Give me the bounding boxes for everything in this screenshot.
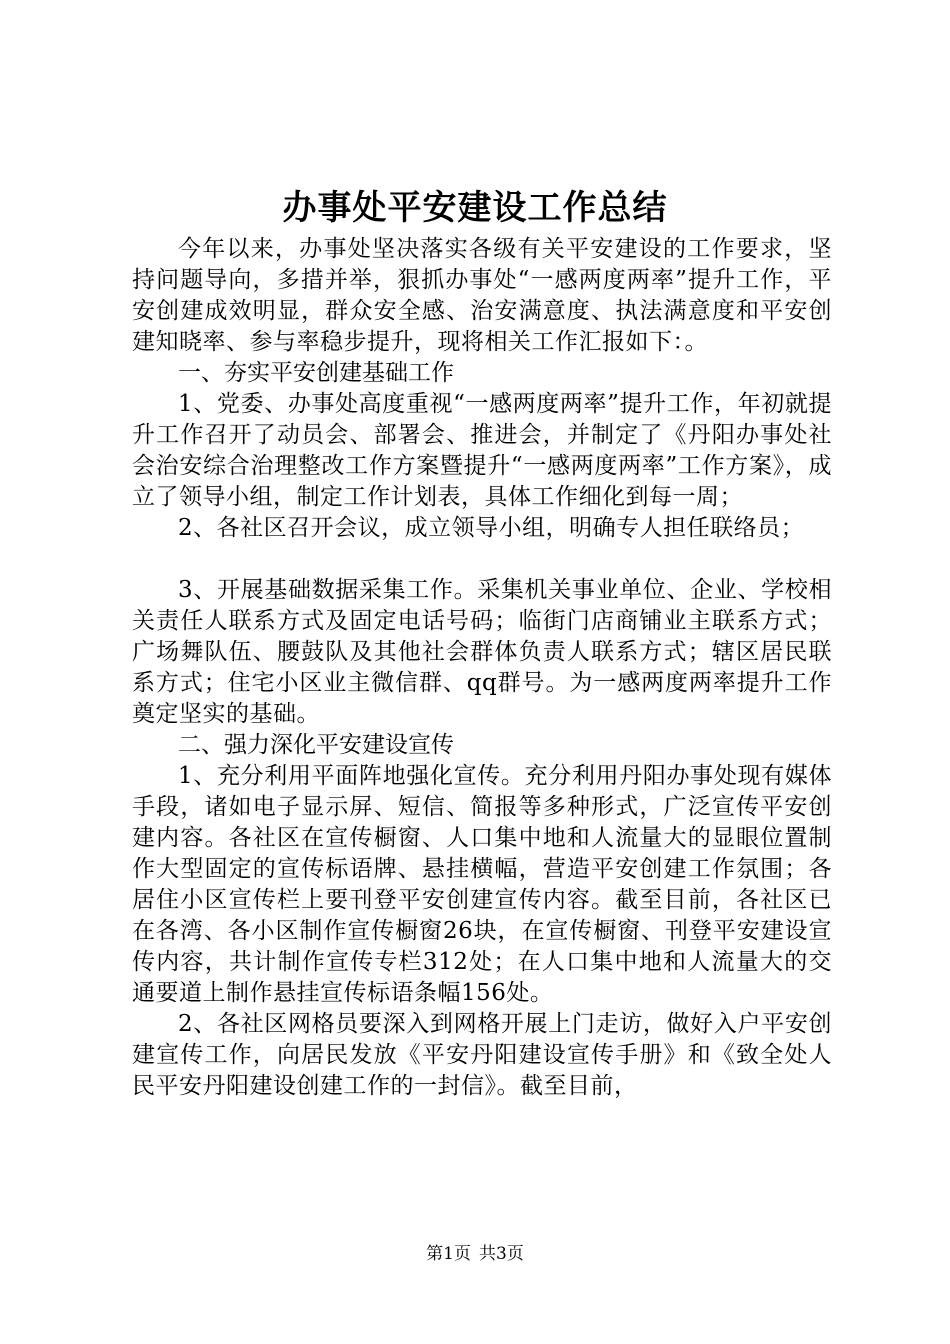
section-heading-1: 一、夯实平安创建基础工作 bbox=[178, 360, 454, 386]
document-body bbox=[132, 234, 832, 1102]
page-footer bbox=[0, 1242, 950, 1266]
section-2-item-2: 2、各社区网格员要深入到网格开展上门走访，做好入户平安创建宣传工作，向居民发放《平安丹阳建设宣传手册》和《致全处人民平安丹阳建设创建工作的一封信》。截至目前， bbox=[132, 1011, 832, 1099]
page-total: 共3页 bbox=[479, 1244, 524, 1264]
section-2-item-1: 1、充分利用平面阵地强化宣传。充分利用丹阳办事处现有媒体手段，诸如电子显示屏、短信、简报等多种形式，广泛宣传平安创建内容。各社区在宣传橱窗、人口集中地和人流量大的显眼位置制作大型固定的宣传标语牌、悬挂横幅，营造平安创建工作氛围；各居住小区宣传栏上要刊登平安创建宣传内容。截至目前，各社区已在各湾、各小区制作宣传橱窗26块，在宣传橱窗、刊登平安建设宣传内容，共计制作宣传专栏312处；在人口集中地和人流量大的交通要道上制作悬挂宣传标语条幅156处。 bbox=[132, 763, 832, 1006]
document-title: 办事处平安建设工作总结 bbox=[282, 188, 668, 228]
section-1-item-1: 1、党委、办事处高度重视“一感两度两率”提升工作，年初就提升工作召开了动员会、部署会、推进会，并制定了《丹阳办事处社会治安综合治理整改工作方案暨提升“一感两度两率”工作方案》，成立了领导小组，制定工作计划表，具体工作细化到每一周； bbox=[132, 391, 832, 510]
intro-paragraph: 今年以来，办事处坚决落实各级有关平安建设的工作要求，坚持问题导向，多措并举，狠抓办事处“一感两度两率”提升工作，平安创建成效明显，群众安全感、治安满意度、执法满意度和平安创建知晓率、参与率稳步提升，现将相关工作汇报如下：。 bbox=[132, 236, 832, 355]
section-heading-2: 二、强力深化平安建设宣传 bbox=[178, 732, 454, 758]
page-number: 第1页 bbox=[426, 1244, 471, 1264]
section-1-item-2: 2、各社区召开会议，成立领导小组，明确专人担任联络员； bbox=[178, 515, 805, 541]
section-1-item-3: 3、开展基础数据采集工作。采集机关事业单位、企业、学校相关责任人联系方式及固定电话号码；临街门店商铺业主联系方式；广场舞队伍、腰鼓队及其他社会群体负责人联系方式；辖区居民联系方式；住宅小区业主微信群、qq群号。为一感两度两率提升工作奠定坚实的基础。 bbox=[132, 577, 832, 727]
paragraph-gap bbox=[132, 544, 832, 575]
